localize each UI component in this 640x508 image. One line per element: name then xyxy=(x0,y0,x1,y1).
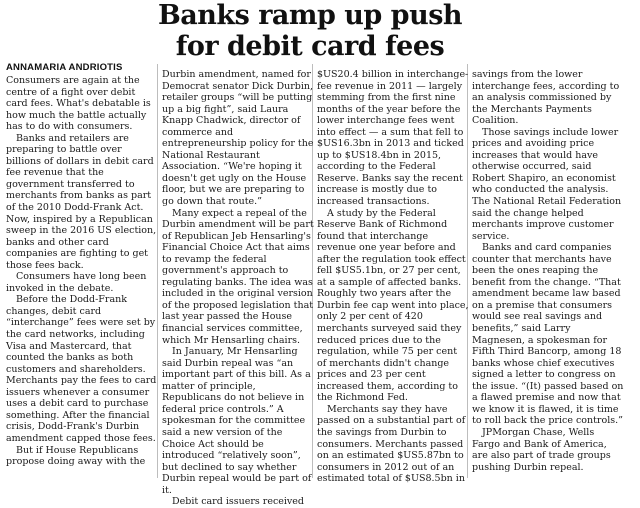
article-column-2 xyxy=(162,69,314,508)
paragraph: Consumers are again at the centre of a fight over debit card fees. What's debatable is how much the battle actually has to do with consumers. xyxy=(6,75,151,133)
article-column-3 xyxy=(317,69,469,485)
paragraph: In January, Mr Hensarling said Durbin repeal was “an important part of this bill. As a matter of principle, Republicans do not believe in federal price controls.” A spokesman for the committee said a new version of the Choice Act should be introduced “relatively soon”, but declined to say whether Durbin repeal would be part of it. xyxy=(162,346,312,496)
paragraph: Banks and card companies counter that merchants have been the ones reaping the benefit from the change. “That amendment became law based on a premise that consumers would see real savings and benefits,” said Larry Magnesen, a spokesman for Fifth Third Bancorp, among 18 banks whose chief executives signed a letter to congress on the issue. “(It) passed based on a flawed premise and now that we know it is flawed, it is time to roll back the price controls.” xyxy=(472,242,624,427)
paragraph: A study by the Federal Reserve Bank of Richmond found that interchange revenue one year before and after the regulation took effect fell $US5.1bn, or 27 per cent, at a sample of affected banks. Roughly two years after the Durbin fee cap went into place, only 2 per cent of 420 merchants surveyed said they reduced prices due to the regulation, while 75 per cent of merchants didn't change prices and 23 per cent increased them, according to the Richmond Fed. xyxy=(317,207,469,404)
paragraph: Merchants say they have passed on a substantial part of the savings from Durbin to consumers. Merchants passed on an estimated $US5.87bn to consumers in 2012 out of an estimated total of $US8.5bn in xyxy=(317,403,466,485)
paragraph: Those savings include lower prices and avoiding price increases that would have otherwise occurred, said Robert Shapiro, an economist who conducted the analysis. The National Retail Federation said the change helped merchants improve customer service. xyxy=(472,126,622,242)
paragraph: Durbin amendment, named for Democrat senator Dick Durbin, retailer groups “will be putting up a big fight”, said Laura Knapp Chadwick, director of commerce and entrepreneurship policy for the National Restaurant Association. “We're hoping it doesn't get ugly on the House floor, but we are preparing to go down that route.” xyxy=(162,69,314,208)
article-column-1 xyxy=(6,75,158,468)
headline-line-2: for debit card fees xyxy=(175,31,445,62)
paragraph: Consumers have long been invoked in the debate. xyxy=(6,271,147,294)
paragraph: Before the Dodd-Frank changes, debit card “interchange” fees were set by the card networks, including Visa and Mastercard, that counted the banks as both customers and shareholders. Merchants pay the fees to card issuers whenever a consumer uses a debit card to purchase something. After the financial crisis, Dodd-Frank's Durbin amendment capped those fees. xyxy=(6,294,157,444)
paragraph: $US20.4 billion in interchange-fee revenue in 2011 — largely stemming from the first nine months of the year before the lower interchange fees went into effect — a sum that fell to $US16.3bn in 2013 and ticked up to $US18.4bn in 2015, according to the Federal Reserve. Banks say the recent increase is mostly due to increased transactions. xyxy=(317,69,469,208)
headline-line-1: Banks ramp up push xyxy=(157,0,463,31)
paragraph: JPMorgan Chase, Wells Fargo and Bank of America, are also part of trade groups pushing Durbin repeal. xyxy=(472,426,611,473)
byline: ANNAMARIA ANDRIOTIS xyxy=(6,62,123,73)
paragraph: Many expect a repeal of the Durbin amendment will be part of Republican Jeb Hensarling's Financial Choice Act that aims to revamp the federal government's approach to regulating banks. The idea was included in the original version of the proposed legislation that last year passed the House financial services committee, which Mr Hensarling chairs. xyxy=(162,207,314,346)
paragraph: Banks and retailers are preparing to battle over billions of dollars in debit card fee revenue that the government transferred to merchants from banks as part of the 2010 Dodd-Frank Act. Now, inspired by a Republican sweep in the 2016 US election, banks and other card companies are fighting to get those fees back. xyxy=(6,132,157,271)
article-column-4 xyxy=(472,69,624,473)
paragraph: Debit card issuers received xyxy=(172,496,305,508)
headline xyxy=(150,0,470,62)
paragraph: But if House Republicans propose doing away with the xyxy=(6,444,146,468)
paragraph: savings from the lower interchange fees, according to an analysis commissioned by the Merchants Payments Coalition. xyxy=(472,69,620,127)
